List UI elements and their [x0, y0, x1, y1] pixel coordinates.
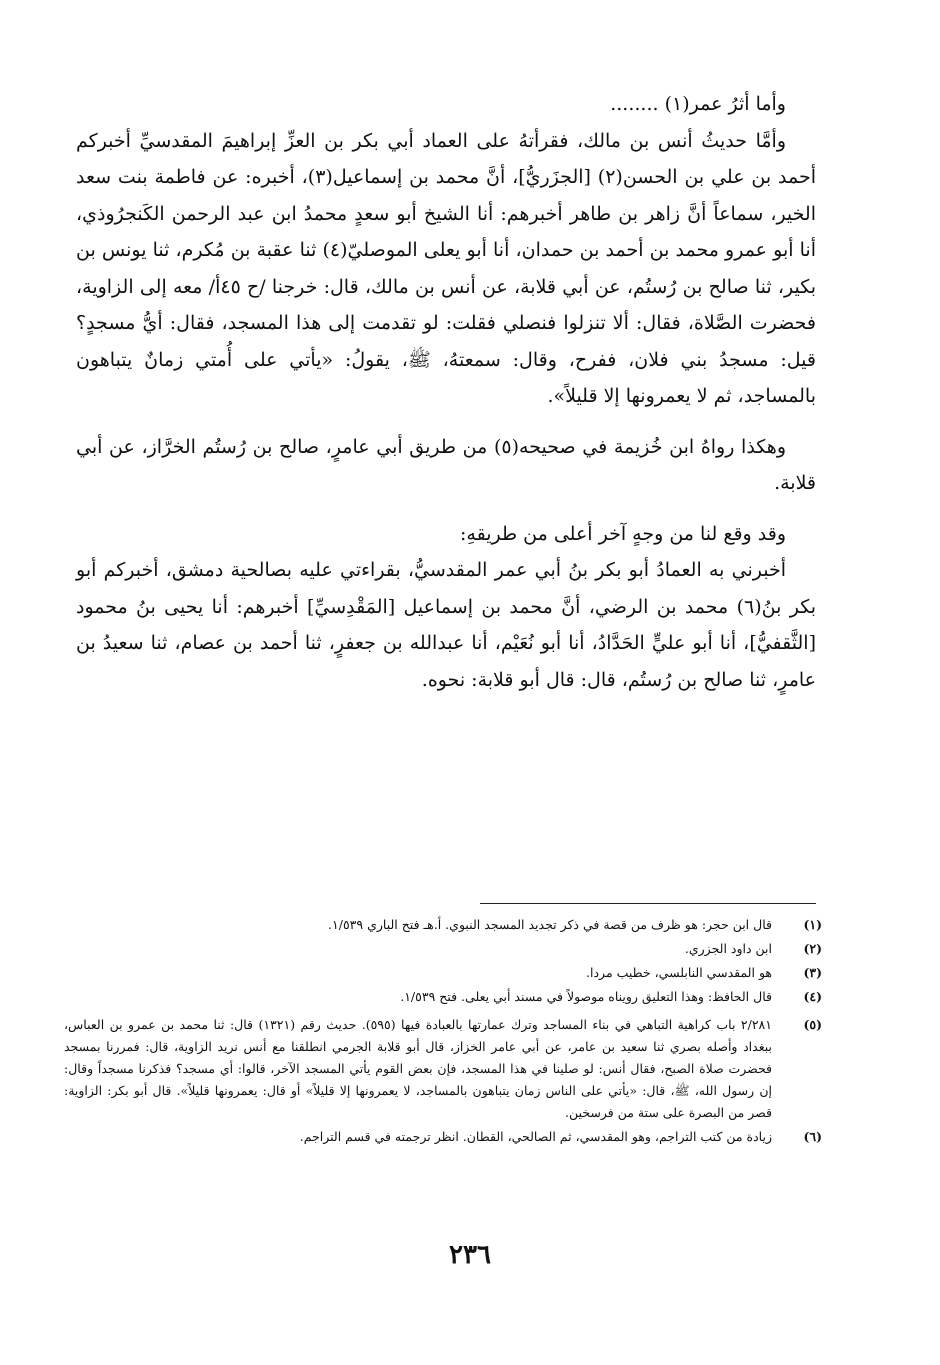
- footnote-number: (٥): [803, 1017, 822, 1032]
- footnote-text: هو المقدسي النابلسي، خطيب مردا.: [586, 965, 772, 980]
- paragraph-ibn-khuzaymah: وهكذا رواهُ ابن خُزيمة في صحيحه(٥) من طريق أبي عامرٍ، صالح بن رُستُم الخرَّاز، عن أبي قلابة.: [76, 435, 816, 494]
- main-text: [76, 86, 816, 698]
- footnote-number: (١): [803, 917, 822, 932]
- footnote-1: [64, 914, 822, 936]
- page-number: ٢٣٦: [449, 1240, 491, 1270]
- footnote-2: [64, 938, 822, 960]
- paragraph-isnad-imad: أخبرني به العمادُ أبو بكر بنُ أبي عمر المقدسيُّ، بقراءتي عليه بصالحية دمشق، أخبركم أبو بكر بنُ(٦) محمد بن الرضي، أنَّ محمد بن إسماعيل [المَقْدِسيِّ] أخبرهم: أنا يحيى بنُ محمود [الثَّقفيُّ]، أنا أبو عليٍّ الحَدَّادُ، أنا أبو نُعَيْم، أنا عبدالله بن جعفرٍ، ثنا أحمد بن عصام، ثنا سعيدُ بن عامرٍ، ثنا صالح بن رُستُم، قال: قال أبو قلابة: نحوه.: [76, 559, 816, 691]
- footnote-6: [64, 1126, 822, 1148]
- paragraph-athar-umar: وأما أثرُ عمر(١) ........: [610, 93, 786, 115]
- footnote-5: [64, 1014, 822, 1124]
- footnote-3: [64, 962, 822, 984]
- footnote-text: ابن داود الجزري.: [684, 941, 772, 956]
- footnote-text: ٢/٢٨١ باب كراهية التباهي في بناء المساجد وترك عمارتها بالعبادة فيها (٥٩٥). حديث رقم (١٣٢١) قال: ثنا محمد بن عمرو بن العباس، ببغداد وأصله بصري ثنا سعيد بن عامر، عن أبي عامر الخزاز، قال أبو قلابة الجرمي انطلقنا مع أنس نريد الزاوية، قال: فمررنا بمسجد فحضرت صلاة الصبح، فقال أنس: لو صلينا في هذا المسجد، فإن بعض القوم يأتي المسجد الآخر، قالوا: أي مسجد؟ فذكرنا مسجداً وقال: إن رسول الله، ﷺ، قال: «يأتي على الناس زمان يتباهون بالمساجد، لا يعمرونها إلا قليلاً» أو قال: يعمرونها قليلاً». قال أبو بكر: الزاوية: قصر من البصرة على ستة من فرسخين.: [64, 1017, 772, 1120]
- footnote-text: زيادة من كتب التراجم، وهو المقدسي، ثم الصالحي، القطان. انظر ترجمته في قسم التراجم.: [299, 1129, 772, 1144]
- footnote-text: قال الحافظ: وهذا التعليق رويناه موصولاً في مسند أبي يعلى. فتح ١/٥٣٩.: [400, 989, 772, 1004]
- paragraph-anas-hadith: وأمَّا حديثُ أنس بن مالك، فقرأتهُ على العماد أبي بكر بن العزِّ إبراهيمَ المقدسيِّ أخبركم أحمد بن علي بن الحسن(٢) [الجزَريُّ]، أنَّ محمد بن إسماعيل(٣)، أخبره: عن فاطمة بنت سعد الخير، سماعاً أنَّ زاهر بن طاهر أخبرهم: أنا الشيخ أبو سعدٍ محمدُ ابن عبد الرحمن الكَنجرُوذي، أنا أبو عمرو محمد بن أحمد بن حمدان، أنا أبو يعلى الموصليّ(٤) ثنا عقبة بن مُكرم، ثنا يونس بن بكير، ثنا صالح بن رُستُم، عن أبي قلابة، عن أنس بن مالك، قال: خرجنا /ح ٤٥أ/ معه إلى الزاوية، فحضرت الصَّلاة، فقال: ألا تنزلوا فنصلي فقلت: لو تقدمت إلى هذا المسجد، فقال: أيُّ مسجدٍ؟ قيل: مسجدُ بني فلان، ففرح، وقال: سمعتهُ، ﷺ، يقولُ: «يأتي على أُمتي زمانٌ يتباهون بالمساجد، ثم لا يعمرونها إلا قليلاً».: [76, 129, 816, 407]
- footnote-number: (٢): [803, 941, 822, 956]
- paragraph-another-route: وقد وقع لنا من وجهٍ آخر أعلى من طريقهِ:: [460, 522, 786, 545]
- footnote-divider: [480, 903, 816, 904]
- footnotes: [64, 914, 822, 1148]
- footnote-number: (٦): [803, 1129, 822, 1144]
- footnote-4: [64, 986, 822, 1008]
- footnote-text: قال ابن حجر: هو ظرف من قصة في ذكر تجديد المسجد النبوي. أ.هـ فتح الباري ١/٥٣٩.: [328, 917, 772, 932]
- footnote-number: (٣): [803, 965, 822, 980]
- footnote-number: (٤): [803, 989, 822, 1004]
